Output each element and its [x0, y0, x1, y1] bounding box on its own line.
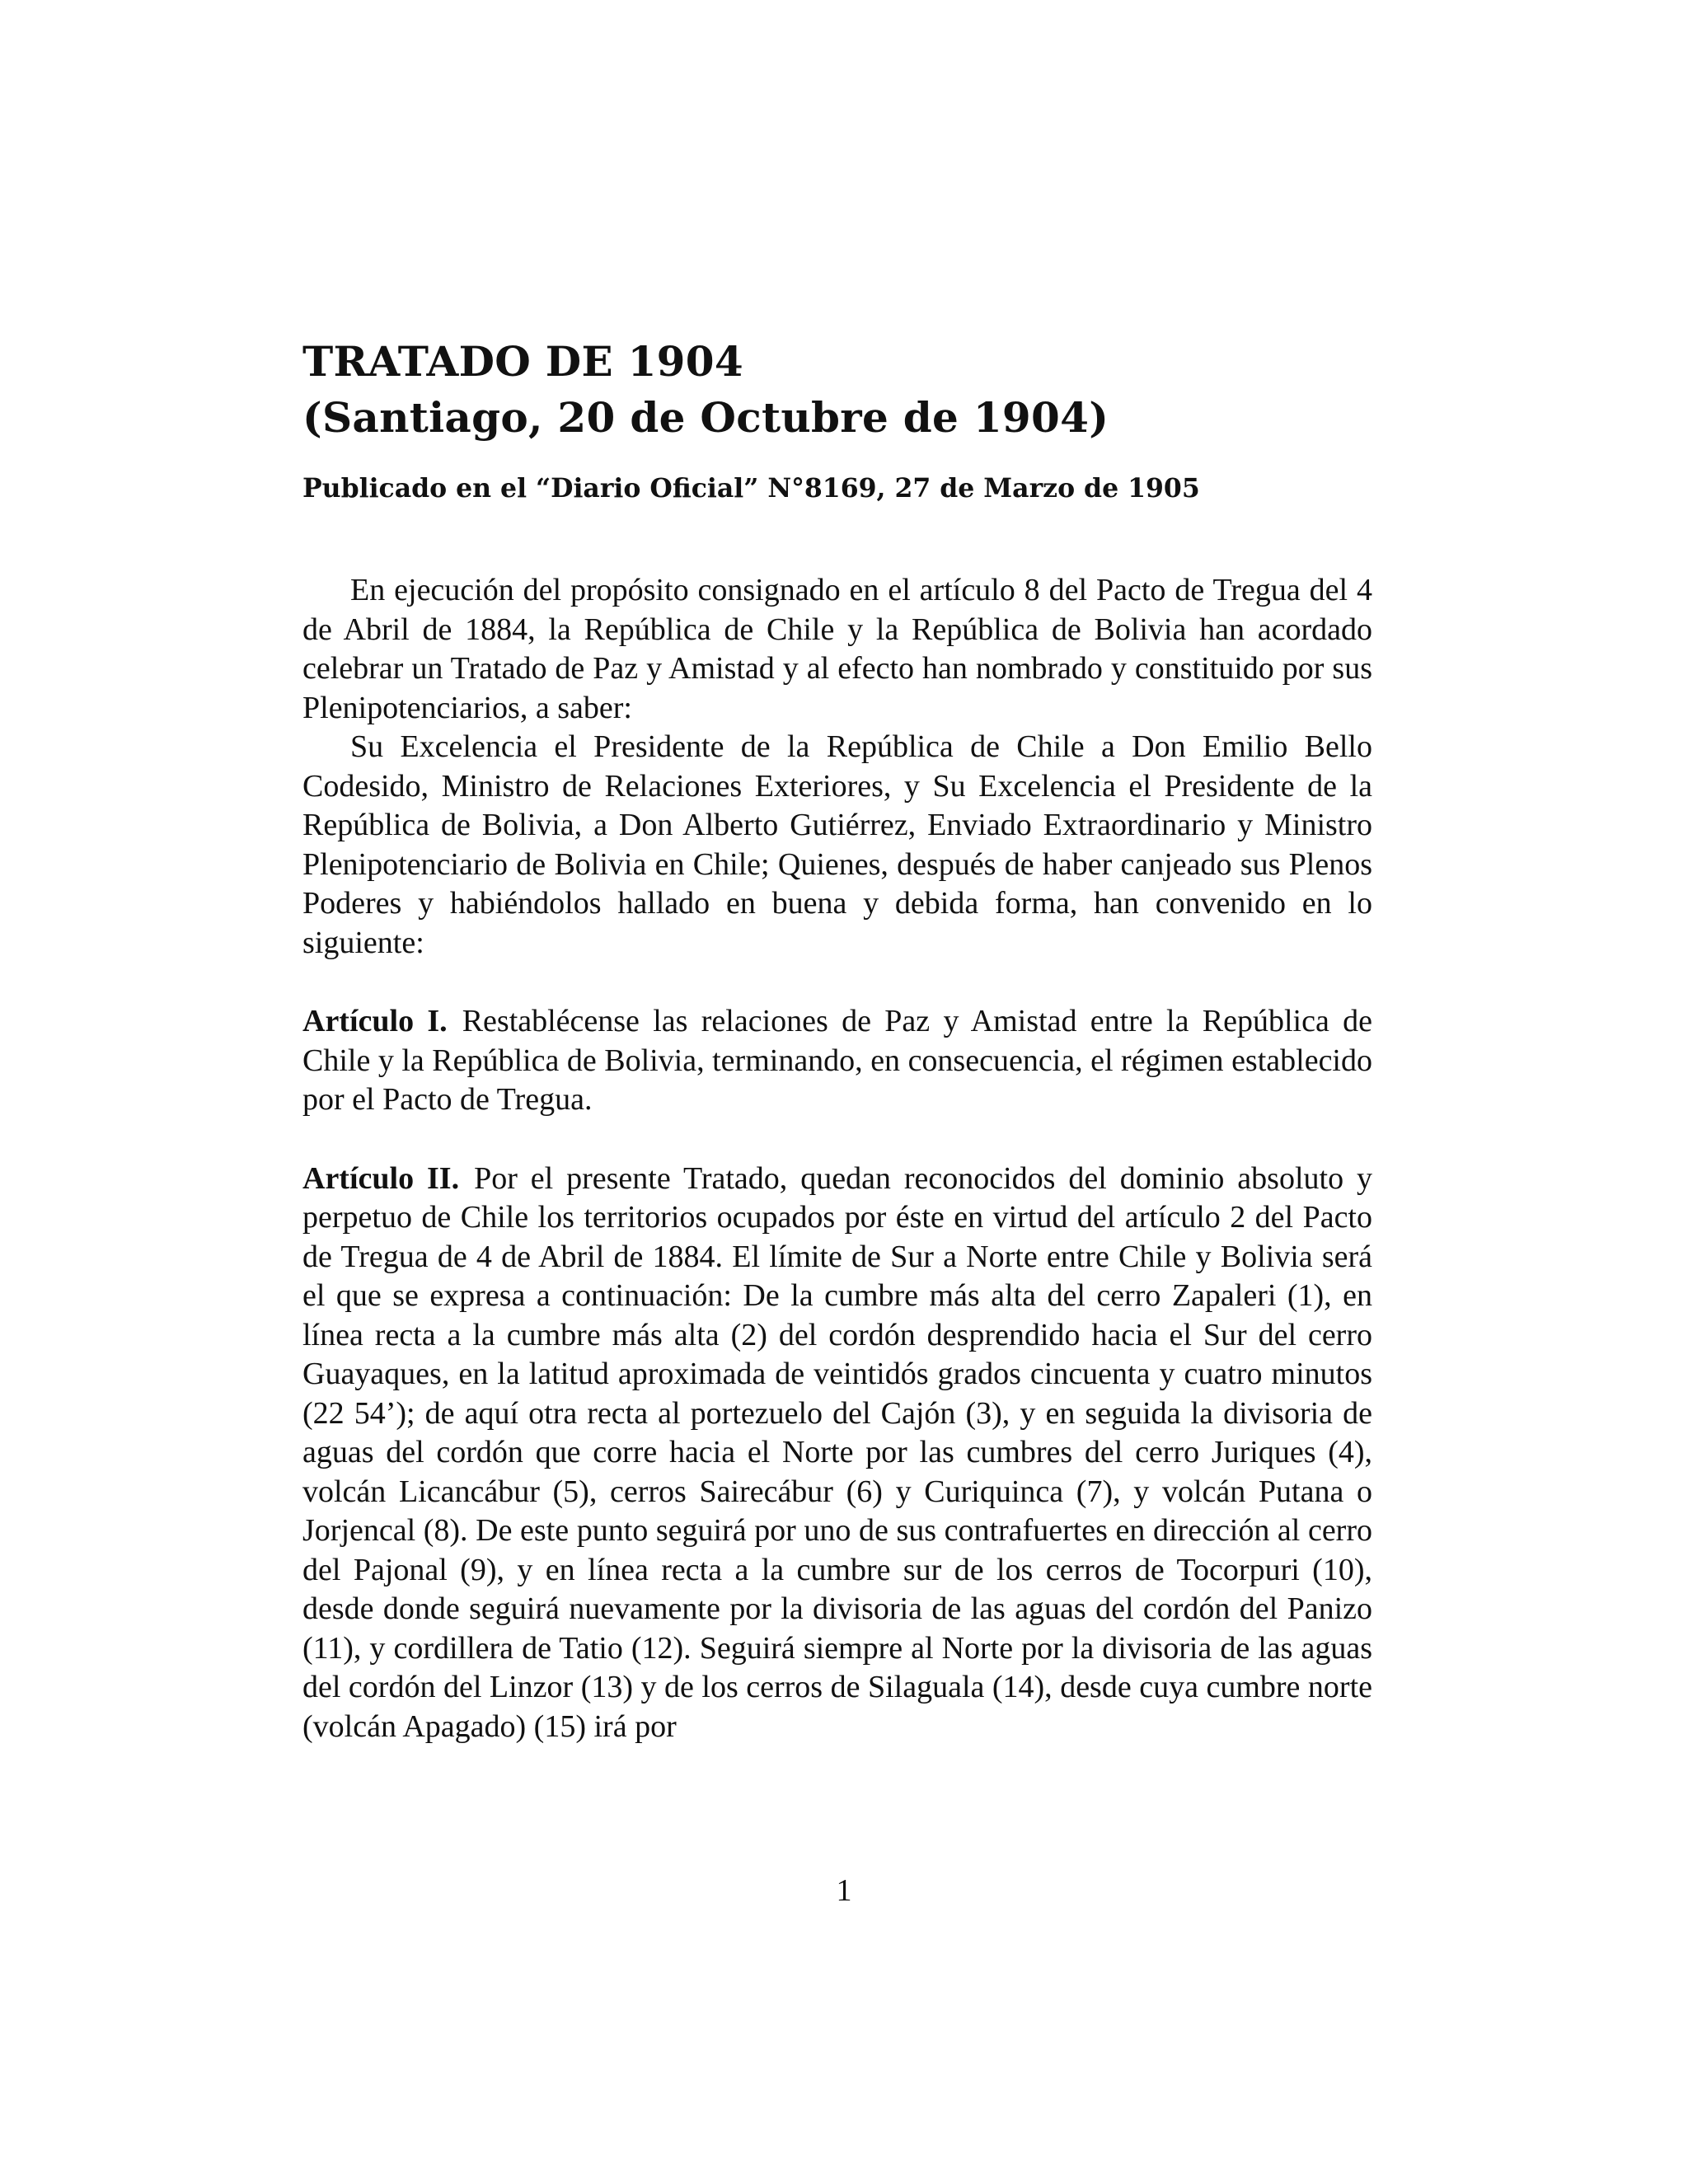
- document-page: [302, 334, 1372, 1746]
- title-line-2: (Santiago, 20 de Octubre de 1904): [302, 393, 1109, 442]
- title-line-1: TRATADO DE 1904: [302, 337, 743, 386]
- article-2-label: Artículo II.: [302, 1160, 460, 1196]
- preamble: [302, 571, 1372, 963]
- article-1: [302, 1002, 1372, 1120]
- document-title: [302, 334, 1372, 446]
- preamble-paragraph-2: Su Excelencia el Presidente de la República de Chile a Don Emilio Bello Codesido, Ministro de Relaciones Exteriores, y Su Excelencia el Presidente de la República de Bolivia, a Don Alberto Gutiérrez, Enviado Extraordinario y Ministro Plenipotenciario de Bolivia en Chile; Quienes, después de haber canjeado sus Plenos Poderes y habiéndolos hallado en buena y debida forma, han convenido en lo siguiente:: [302, 729, 1372, 960]
- publication-subtitle: Publicado en el “Diario Oficial” N°8169, 27 de Marzo de 1905: [302, 473, 1200, 504]
- preamble-paragraph-1: En ejecución del propósito consignado en el artículo 8 del Pacto de Tregua del 4 de Abril de 1884, la República de Chile y la República de Bolivia han acordado celebrar un Tratado de Paz y Amistad y al efecto han nombrado y constituido por sus Plenipotenciarios, a saber:: [302, 573, 1372, 725]
- article-1-label: Artículo I.: [302, 1004, 448, 1038]
- article-2-text: Por el presente Tratado, quedan reconocidos del dominio absoluto y perpetuo de Chile los territorios ocupados por éste en virtud del artículo 2 del Pacto de Tregua de 4 de Abril de 1884. El límite de Sur a Norte entre Chile y Bolivia será el que se expresa a continuación: De la cumbre más alta del cerro Zapaleri (1), en línea recta a la cumbre más alta (2) del cordón desprendido hacia el Sur del cerro Guayaques, en la latitud aproximada de veintidós grados cincuenta y cuatro minutos (22 54’); de aquí otra recta al portezuelo del Cajón (3), y en seguida la divisoria de aguas del cordón que corre hacia el Norte por las cumbres del cerro Juriques (4), volcán Licancábur (5), cerros Sairecábur (6) y Curiquinca (7), y volcán Putana o Jorjencal (8). De este punto seguirá por uno de sus contrafuertes en dirección al cerro del Pajonal (9), y en línea recta a la cumbre sur de los cerros de Tocorpuri (10), desde donde seguirá nuevamente por la divisoria de las aguas del cordón del Panizo (11), y cordillera de Tatio (12). Seguirá siempre al Norte por la divisoria de las aguas del cordón del Linzor (13) y de los cerros de Silaguala (14), desde cuya cumbre norte (volcán Apagado) (15) irá por: [302, 1160, 1372, 1744]
- page-number: 1: [836, 1873, 852, 1908]
- article-2: [302, 1160, 1372, 1747]
- article-1-text: Restablécense las relaciones de Paz y Amistad entre la República de Chile y la República de Bolivia, terminando, en consecuencia, el régimen establecido por el Pacto de Tregua.: [302, 1004, 1372, 1117]
